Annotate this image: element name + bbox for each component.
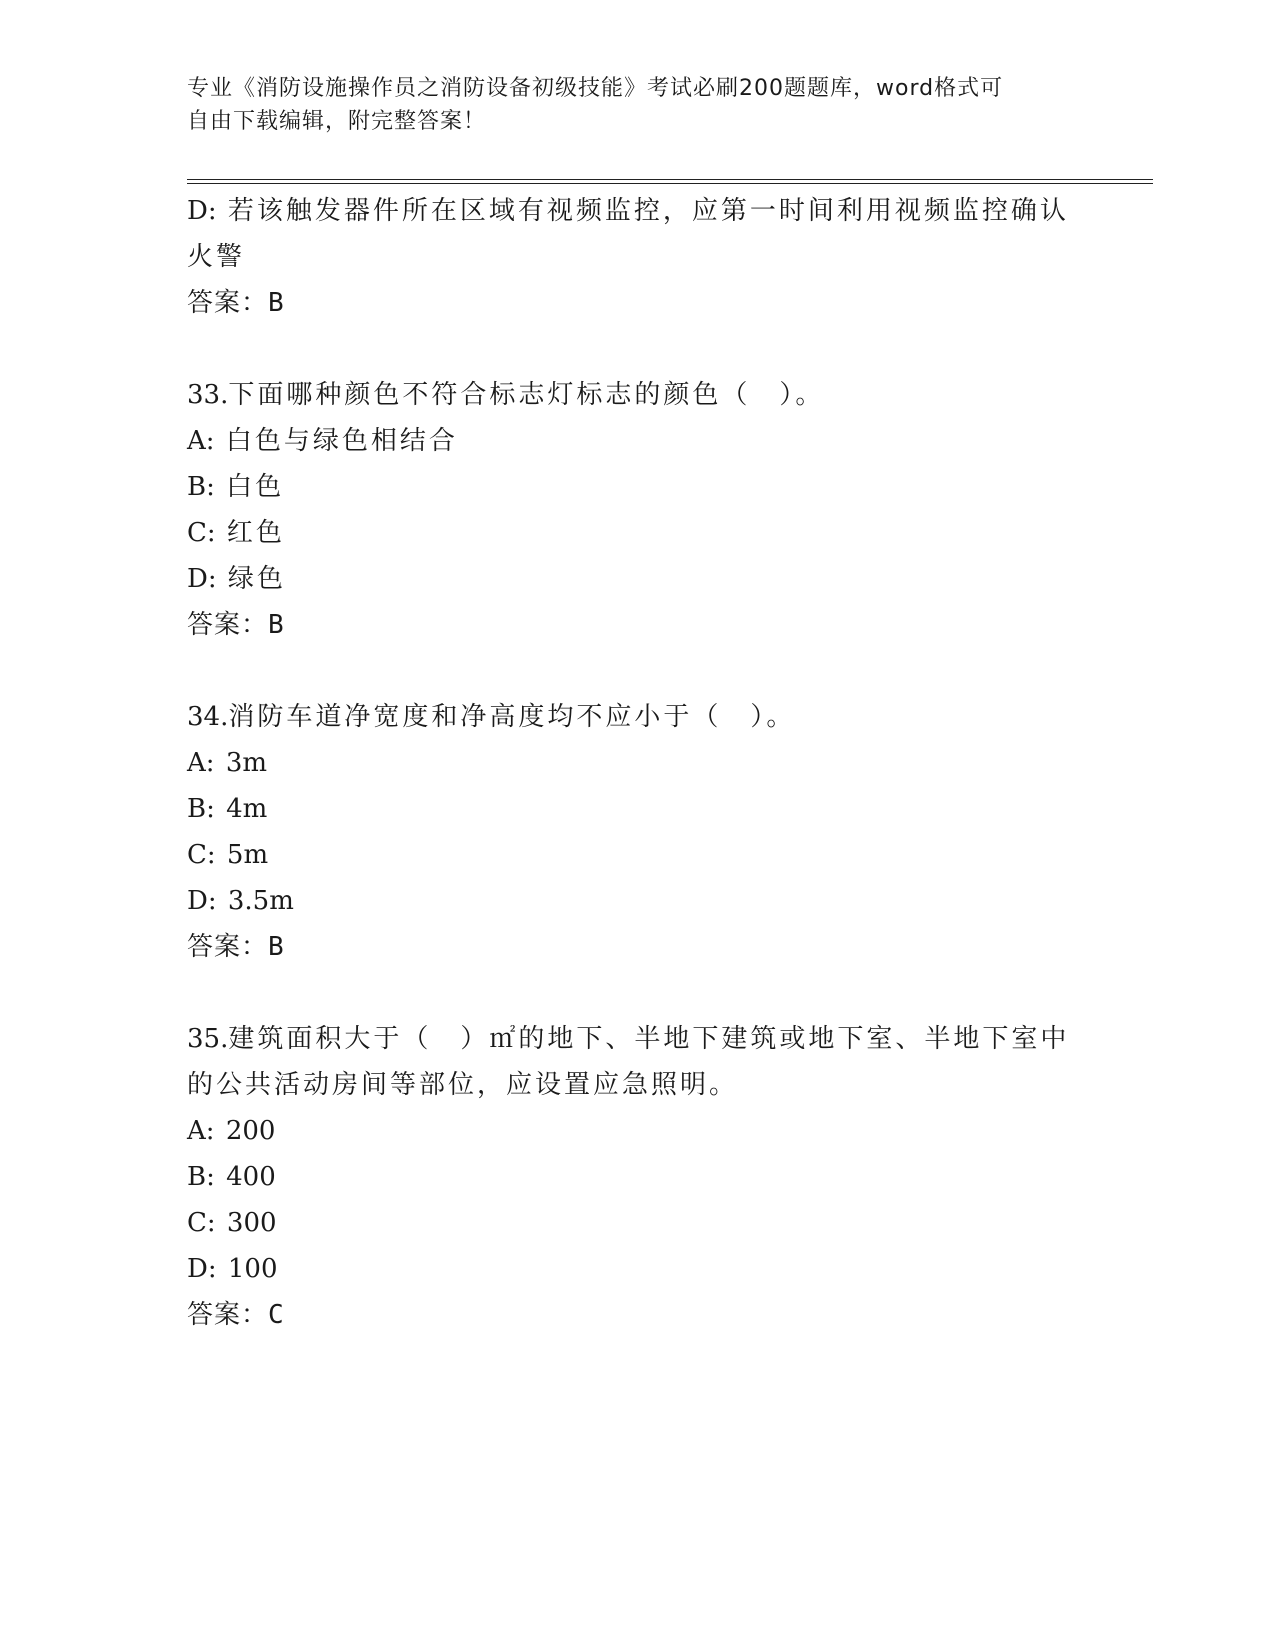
answer-line bbox=[187, 602, 1087, 648]
question-stem bbox=[187, 694, 1087, 740]
option-text: 4m bbox=[226, 794, 268, 824]
question-text: 下面哪种颜色不符合标志灯标志的颜色（ ）。 bbox=[228, 380, 825, 410]
option-label: A: bbox=[187, 426, 215, 456]
option-label: D: bbox=[187, 564, 217, 594]
option-text: 红色 bbox=[226, 518, 285, 548]
option-b bbox=[187, 786, 1087, 832]
question-text: 建筑面积大于（ ）㎡的地下、半地下建筑或地下室、半地下室中 bbox=[228, 1024, 1070, 1054]
option-label: B: bbox=[187, 794, 215, 824]
option-label: A: bbox=[187, 1116, 215, 1146]
option-label: A: bbox=[187, 748, 215, 778]
option-a bbox=[187, 418, 1087, 464]
option-text: 若该触发器件所在区域有视频监控，应第一时间利用视频监控确认 bbox=[227, 196, 1069, 226]
answer-line bbox=[187, 1292, 1087, 1338]
answer-value: B bbox=[268, 610, 285, 640]
answer-label: 答案： bbox=[187, 288, 269, 318]
option-label: C: bbox=[187, 840, 216, 870]
option-label: D: bbox=[187, 196, 217, 226]
option-text: 3.5m bbox=[227, 886, 294, 916]
header-divider-top bbox=[187, 179, 1153, 180]
option-label: D: bbox=[187, 1254, 217, 1284]
option-d bbox=[187, 1246, 1087, 1292]
document-header bbox=[187, 72, 1067, 138]
option-c bbox=[187, 832, 1087, 878]
option-label: C: bbox=[187, 1208, 216, 1238]
answer-line bbox=[187, 280, 1087, 326]
option-text: 100 bbox=[227, 1254, 278, 1284]
option-d bbox=[187, 556, 1087, 602]
answer-line bbox=[187, 924, 1087, 970]
question-stem bbox=[187, 372, 1087, 418]
answer-value: B bbox=[268, 932, 285, 962]
answer-label: 答案： bbox=[187, 1300, 269, 1330]
option-a bbox=[187, 740, 1087, 786]
answer-label: 答案： bbox=[187, 932, 269, 962]
answer-label: 答案： bbox=[187, 610, 269, 640]
spacer bbox=[187, 326, 1087, 372]
question-stem bbox=[187, 1016, 1087, 1062]
question-stem-line-2: 的公共活动房间等部位，应设置应急照明。 bbox=[187, 1070, 739, 1100]
header-divider-bottom bbox=[187, 183, 1153, 184]
option-label: B: bbox=[187, 1162, 215, 1192]
option-d-continued-line-2: 火警 bbox=[187, 242, 246, 272]
option-text: 绿色 bbox=[227, 564, 286, 594]
question-number: 33. bbox=[187, 380, 229, 410]
spacer bbox=[187, 648, 1087, 694]
option-text: 3m bbox=[225, 748, 268, 778]
option-d bbox=[187, 878, 1087, 924]
option-text: 白色 bbox=[226, 472, 285, 502]
option-text: 5m bbox=[226, 840, 269, 870]
option-label: B: bbox=[187, 472, 215, 502]
question-number: 35. bbox=[187, 1024, 229, 1054]
answer-value: B bbox=[268, 288, 285, 318]
option-c bbox=[187, 510, 1087, 556]
option-a bbox=[187, 1108, 1087, 1154]
option-text: 400 bbox=[226, 1162, 276, 1192]
question-number: 34. bbox=[187, 702, 229, 732]
option-text: 300 bbox=[226, 1208, 277, 1238]
question-list bbox=[187, 188, 1087, 1338]
spacer bbox=[187, 970, 1087, 1016]
header-line-2: 自由下载编辑，附完整答案！ bbox=[187, 109, 487, 134]
option-text: 200 bbox=[225, 1116, 276, 1146]
answer-value: C bbox=[268, 1300, 285, 1330]
option-b bbox=[187, 464, 1087, 510]
option-b bbox=[187, 1154, 1087, 1200]
question-text: 消防车道净宽度和净高度均不应小于（ ）。 bbox=[228, 702, 796, 732]
option-label: C: bbox=[187, 518, 216, 548]
option-c bbox=[187, 1200, 1087, 1246]
option-d-continued bbox=[187, 188, 1087, 234]
option-label: D: bbox=[187, 886, 217, 916]
option-text: 白色与绿色相结合 bbox=[225, 426, 458, 456]
header-line-1: 专业《消防设施操作员之消防设备初级技能》考试必刷200题题库，word格式可 bbox=[187, 76, 1004, 101]
